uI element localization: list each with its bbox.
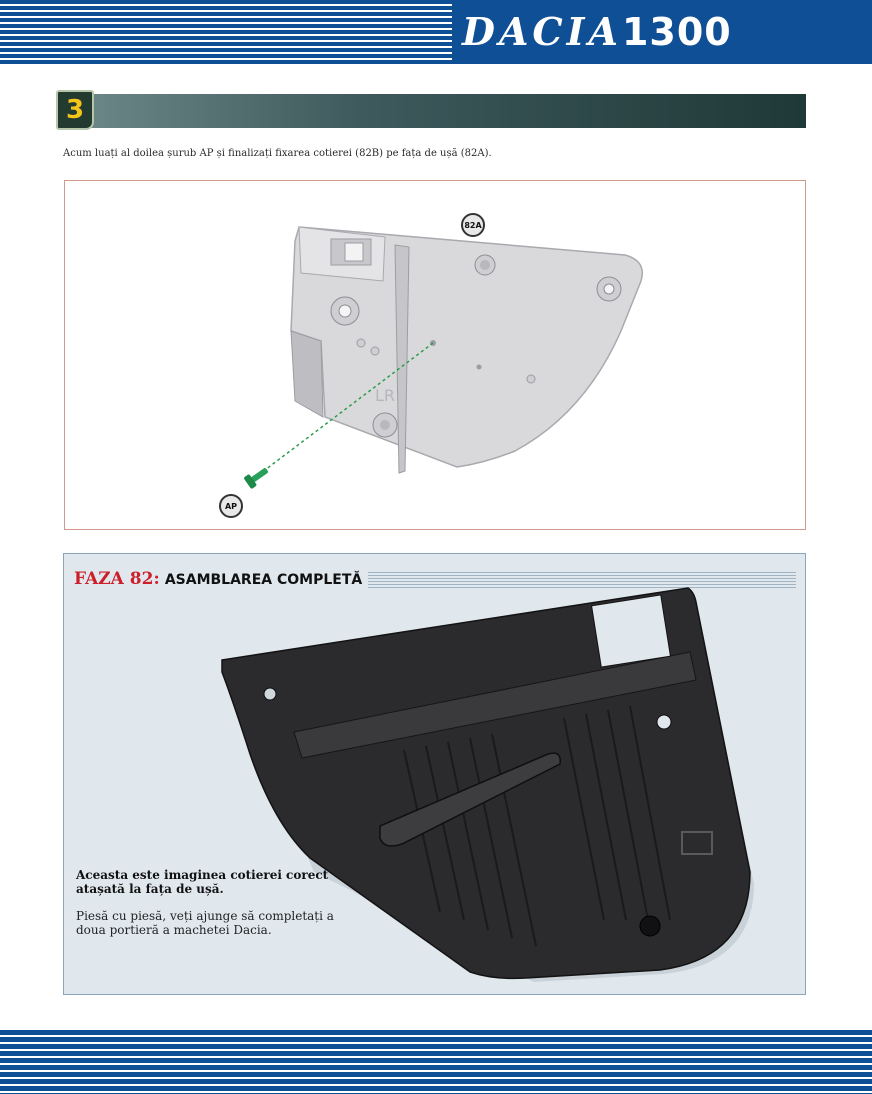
screw-ap-label: AP (219, 494, 243, 518)
page-header (0, 0, 872, 64)
door-panel-back-drawing (65, 181, 807, 531)
phase-name: ASAMBLAREA COMPLETĂ (164, 572, 363, 588)
phase-code: FAZA 82: (74, 569, 160, 589)
dacia-1300-logo (462, 9, 732, 54)
page-footer-stripes (0, 1030, 872, 1094)
step-bar (64, 94, 806, 128)
screw-ap (243, 464, 271, 489)
phase-panel (63, 553, 806, 995)
assembly-illustration (64, 180, 806, 530)
phase-caption-normal: Piesă cu piesă, veți ajunge să completați a doua portieră a machetei Dacia. (76, 909, 334, 937)
svg-text:LR: LR (375, 386, 396, 405)
logo-brand: DACIA (462, 9, 622, 54)
step-number-badge: 3 (56, 90, 94, 130)
phase-caption-bold: Aceasta este imaginea cotierei corect atașată la fața de ușă. (76, 868, 329, 896)
part-82a-label: 82A (461, 213, 485, 237)
step-instruction: Acum luați al doilea șurub AP și finalizați fixarea cotierei (82B) pe fața de ușă (82A). (63, 148, 492, 159)
header-stripes (0, 0, 452, 64)
logo-model: 1300 (621, 10, 732, 54)
